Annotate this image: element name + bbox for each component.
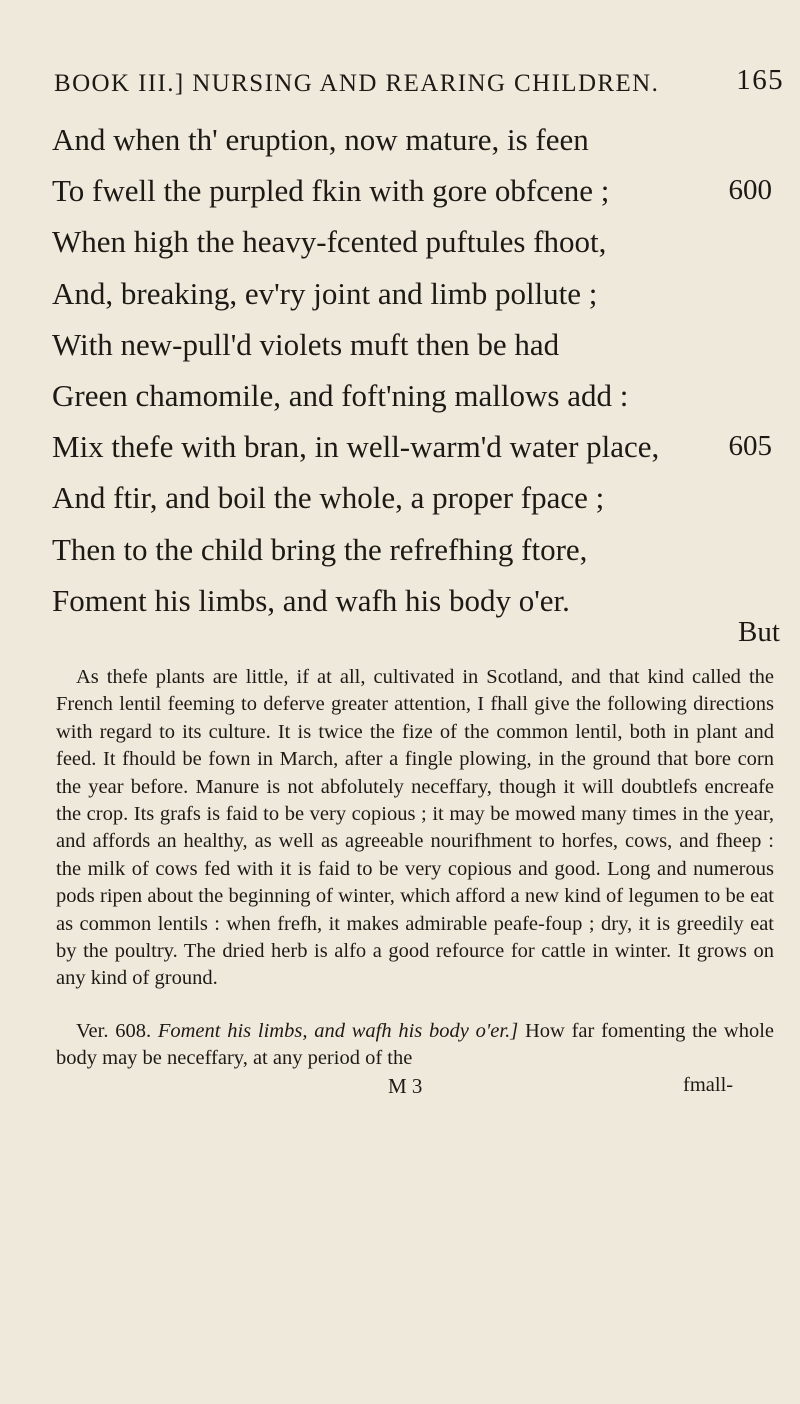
line-number: 600 — [728, 174, 772, 207]
verse-text: Then to the child bring the refrefhing ftore, — [52, 531, 588, 567]
verse-line — [52, 472, 772, 523]
catchword: But — [738, 616, 780, 648]
footnote-text: How far fomenting the whole body may be neceffary, at any period of the — [56, 1020, 775, 1070]
verse-text: With new-pull'd violets muft then be had — [52, 326, 560, 362]
footnote — [56, 1018, 774, 1073]
verse-text: Green chamomile, and foft'ning mallows add : — [52, 377, 629, 413]
note-paragraph: As thefe plants are little, if at all, cultivated in Scotland, and that kind called the French lentil feeming to deferve greater attention, I fhall give the following directions with regard to its culture. It is twice the fize of the common lentil, both in plant and feed. It fhould be fown in March, after a fingle plowing, in the ground that bore corn the year before. Manure is not abfolutely neceffary, though it will doubtlefs encreafe the crop. Its grafs is faid to be very copious ; it may be mowed many times in the year, and affords an healthy, as well as agreeable nourifhment to horfes, cows, and fheep : the milk of cows fed with it is faid to be very copious and good. Long and numerous pods ripen about the beginning of winter, which afford a new kind of legumen to be eat as common lentils : when frefh, it makes admirable peafe-foup ; dry, it is greedily eat by the poultry. The dried herb is alfo a good refource for cattle in winter. It grows on any kind of ground. — [56, 666, 774, 990]
prose-note — [56, 664, 774, 993]
verse-line — [52, 165, 772, 216]
verse-line — [52, 575, 772, 626]
verse-line — [52, 524, 772, 575]
running-head-title: BOOK III.] NURSING AND REARING CHILDREN. — [54, 70, 660, 97]
line-number: 605 — [728, 430, 772, 463]
verse-text: When high the heavy-fcented puftules fhoot, — [52, 224, 607, 260]
verse-block — [52, 114, 772, 626]
verse-line — [52, 421, 772, 472]
footnote-paragraph — [56, 1018, 774, 1073]
verse-text: Foment his limbs, and wafh his body o'er. — [52, 582, 570, 618]
footer-catchword: fmall- — [683, 1074, 734, 1096]
verse-line — [52, 268, 772, 319]
footnote-ref: Ver. 608. — [76, 1020, 152, 1042]
verse-text: And ftir, and boil the whole, a proper fpace ; — [52, 480, 605, 516]
verse-line — [52, 370, 772, 421]
verse-text: Mix thefe with bran, in well-warm'd water place, — [52, 429, 660, 465]
verse-text: And when th' eruption, now mature, is feen — [52, 122, 589, 157]
signature-mark: M 3 — [388, 1074, 423, 1098]
verse-line — [52, 216, 772, 267]
verse-text: To fwell the purpled fkin with gore obfcene ; — [52, 173, 610, 209]
verse-text: And, breaking, ev'ry joint and limb pollute ; — [52, 275, 598, 311]
verse-line — [52, 114, 772, 165]
page-number: 165 — [736, 64, 784, 96]
footnote-quote: Foment his limbs, and wafh his body o'er.] — [157, 1020, 519, 1042]
verse-line — [52, 319, 772, 370]
running-head — [54, 64, 784, 104]
